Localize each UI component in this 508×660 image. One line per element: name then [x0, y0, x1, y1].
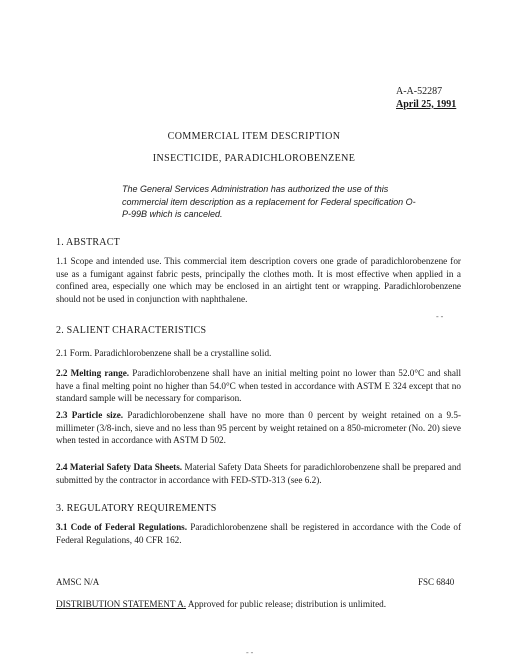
paragraph-2-2-text: Paradichlorobenzene shall have an initial melting point no lower than 52.0°C and shall have a final melting point no higher than 54.0°C when tested in accordance with ASTM E 324 except that no standard sample will be necessary for comparison.	[56, 368, 462, 404]
paragraph-2-3	[56, 409, 461, 447]
distribution-statement	[56, 599, 466, 609]
paragraph-1-1-text: Scope and intended use. This commercial item description covers one grade of paradichlorobenzene for use as a fumigant against fabric pests, principally the clothes moth. It is most effective when applied in a confined area, especially one which may be enclosed in an airtight tent or wrapping. Paradichlorobenzene should not be used in conjunction with naphthalene.	[56, 256, 461, 304]
paragraph-2-4-text: Material Safety Data Sheets for paradichlorobenzene shall be prepared and submitted by the contractor in accordance with FED-STD-313 (see 6.2).	[56, 462, 462, 485]
paragraph-2-1-text: Form. Paradichlorobenzene shall be a crystalline solid.	[69, 348, 272, 358]
paragraph-2-3-text: Paradichlorobenzene shall have no more than 0 percent by weight retained on a 9.5-millimeter (3/8-inch, sieve and no less than 95 percent by weight retained on a 850-micrometer (No. 20) sieve when tested in accordance with ASTM D 502.	[56, 410, 461, 446]
authorization-notice: The General Services Administration has authorized the use of this commercial item description as a replacement for Federal specification O-P-99B which is canceled.	[122, 184, 416, 220]
distribution-statement-text: Approved for public release; distribution is unlimited.	[187, 599, 387, 609]
paragraph-2-2-label: 2.2 Melting range.	[56, 368, 130, 378]
paragraph-2-1	[56, 347, 461, 360]
amsc-code: AMSC N/A	[56, 577, 100, 587]
paragraph-2-4	[56, 461, 461, 486]
paragraph-2-4-label: 2.4 Material Safety Data Sheets.	[56, 462, 183, 472]
paragraph-1-1-label: 1.1	[56, 256, 68, 266]
section-3-heading: 3. REGULATORY REQUIREMENTS	[56, 503, 217, 514]
paragraph-3-1-label: 3.1 Code of Federal Regulations.	[56, 522, 188, 532]
document-number: A-A-52287	[396, 86, 443, 97]
paragraph-1-1	[56, 255, 461, 305]
fsc-code: FSC 6840	[418, 577, 455, 587]
document-date: April 25, 1991	[396, 98, 457, 110]
paragraph-2-2	[56, 367, 461, 405]
paragraph-3-1	[56, 521, 461, 546]
paragraph-2-1-label: 2.1	[56, 348, 68, 358]
title-line-2: INSECTICIDE, PARADICHLOROBENZENE	[152, 153, 356, 164]
title-line-1: COMMERCIAL ITEM DESCRIPTION	[167, 131, 341, 142]
section-1-heading: 1. ABSTRACT	[56, 237, 120, 248]
page-mark: - -	[246, 648, 254, 657]
section-2-heading: 2. SALIENT CHARACTERISTICS	[56, 325, 207, 336]
paragraph-3-1-text: Paradichlorobenzene shall be registered in accordance with the Code of Federal Regulations, 40 CFR 162.	[56, 522, 462, 545]
document-id-block	[396, 86, 456, 111]
paragraph-2-3-label: 2.3 Particle size.	[56, 410, 124, 420]
distribution-statement-label: DISTRIBUTION STATEMENT A.	[56, 599, 187, 609]
stray-mark: - -	[436, 312, 444, 321]
